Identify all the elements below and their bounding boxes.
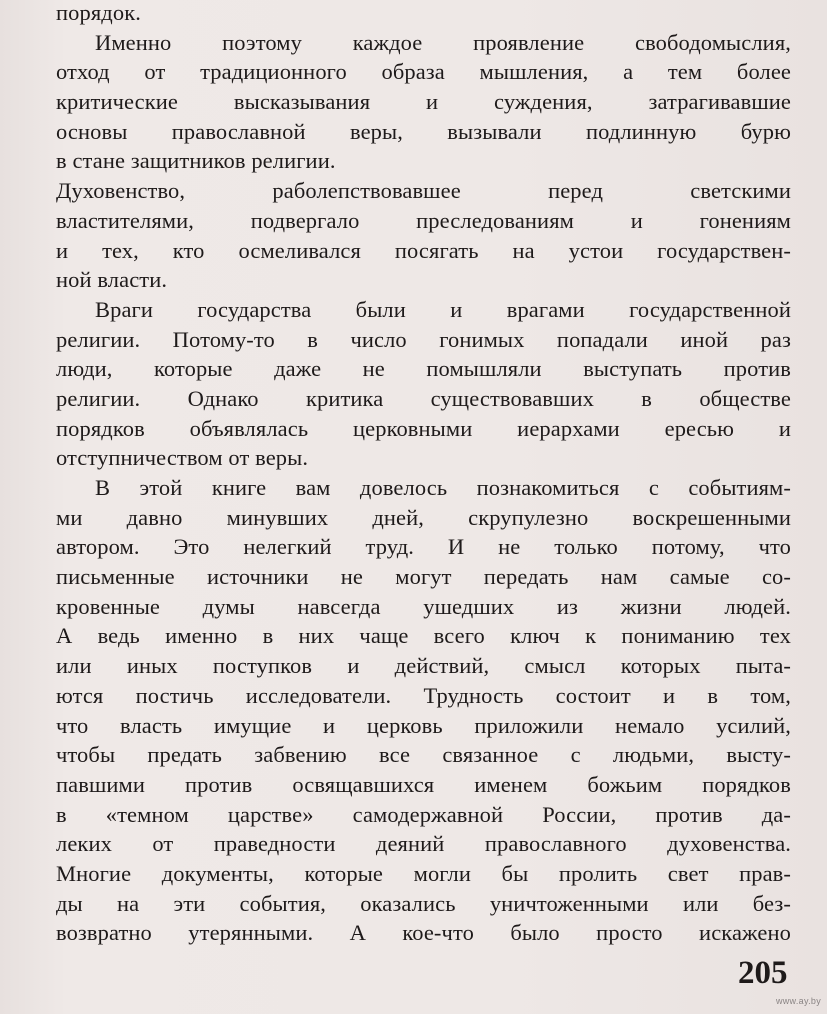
text-line: религии. Потому-то в число гонимых попадали иной раз — [56, 326, 791, 352]
text-line: ной власти. — [56, 267, 168, 293]
text-line: чтобы предать забвению все связанное с людьми, высту- — [56, 742, 791, 768]
text-line: Враги государства были и врагами государственной — [95, 296, 791, 322]
text-line: люди, которые даже не помышляли выступать против — [56, 356, 791, 382]
text-line: порядков объявлялась церковными иерархами ересью и — [56, 415, 791, 441]
text-line: возвратно утерянными. А кое-что было просто искажено — [56, 920, 791, 946]
text-line: А ведь именно в них чаще всего ключ к пониманию тех — [56, 623, 791, 649]
text-line: кровенные думы навсегда ушедших из жизни людей. — [56, 593, 791, 619]
text-line: письменные источники не могут передать нам самые со- — [56, 564, 791, 590]
text-line: или иных поступков и действий, смысл которых пыта- — [56, 653, 791, 679]
text-line: властителями, подвергало преследованиям и гонениям — [56, 207, 791, 233]
page-number: 205 — [738, 955, 788, 991]
text-line: Именно поэтому каждое проявление свободомыслия, — [95, 29, 791, 55]
text-line: отступничеством от веры. — [56, 445, 309, 471]
text-line: в «темном царстве» самодержавной России, против да- — [56, 801, 791, 827]
text-line: Духовенство, раболепствовавшее перед светскими — [56, 178, 791, 204]
text-line: основы православной веры, вызывали подлинную бурю — [56, 118, 791, 144]
text-line: ются постичь исследователи. Трудность состоит и в том, — [56, 682, 791, 708]
text-line: ми давно минувших дней, скрупулезно воскрешенными — [56, 504, 791, 530]
text-line: религии. Однако критика существовавших в обществе — [56, 385, 791, 411]
text-line: порядок. — [56, 0, 141, 25]
text-line: В этой книге вам довелось познакомиться с событиям- — [95, 475, 791, 500]
text-line: в стане защитников религии. — [56, 148, 336, 174]
text-line: и тех, кто осмеливался посягать на устои государствен- — [56, 237, 791, 263]
text-line: ды на эти события, оказались уничтоженными или без- — [56, 890, 791, 916]
body-text — [56, 0, 791, 948]
watermark: www.ay.by — [775, 996, 821, 1006]
text-line: критические высказывания и суждения, затрагивавшие — [56, 89, 791, 115]
text-line: что власть имущие и церковь приложили немало усилий, — [56, 712, 791, 738]
text-line: Многие документы, которые могли бы пролить свет прав- — [56, 860, 791, 886]
text-line: леких от праведности деяний православного духовенства. — [56, 831, 791, 857]
text-line: павшими против освящавшихся именем божьим порядков — [56, 771, 791, 797]
text-line: отход от традиционного образа мышления, а тем более — [56, 59, 791, 85]
text-line: автором. Это нелегкий труд. И не только потому, что — [56, 534, 791, 560]
